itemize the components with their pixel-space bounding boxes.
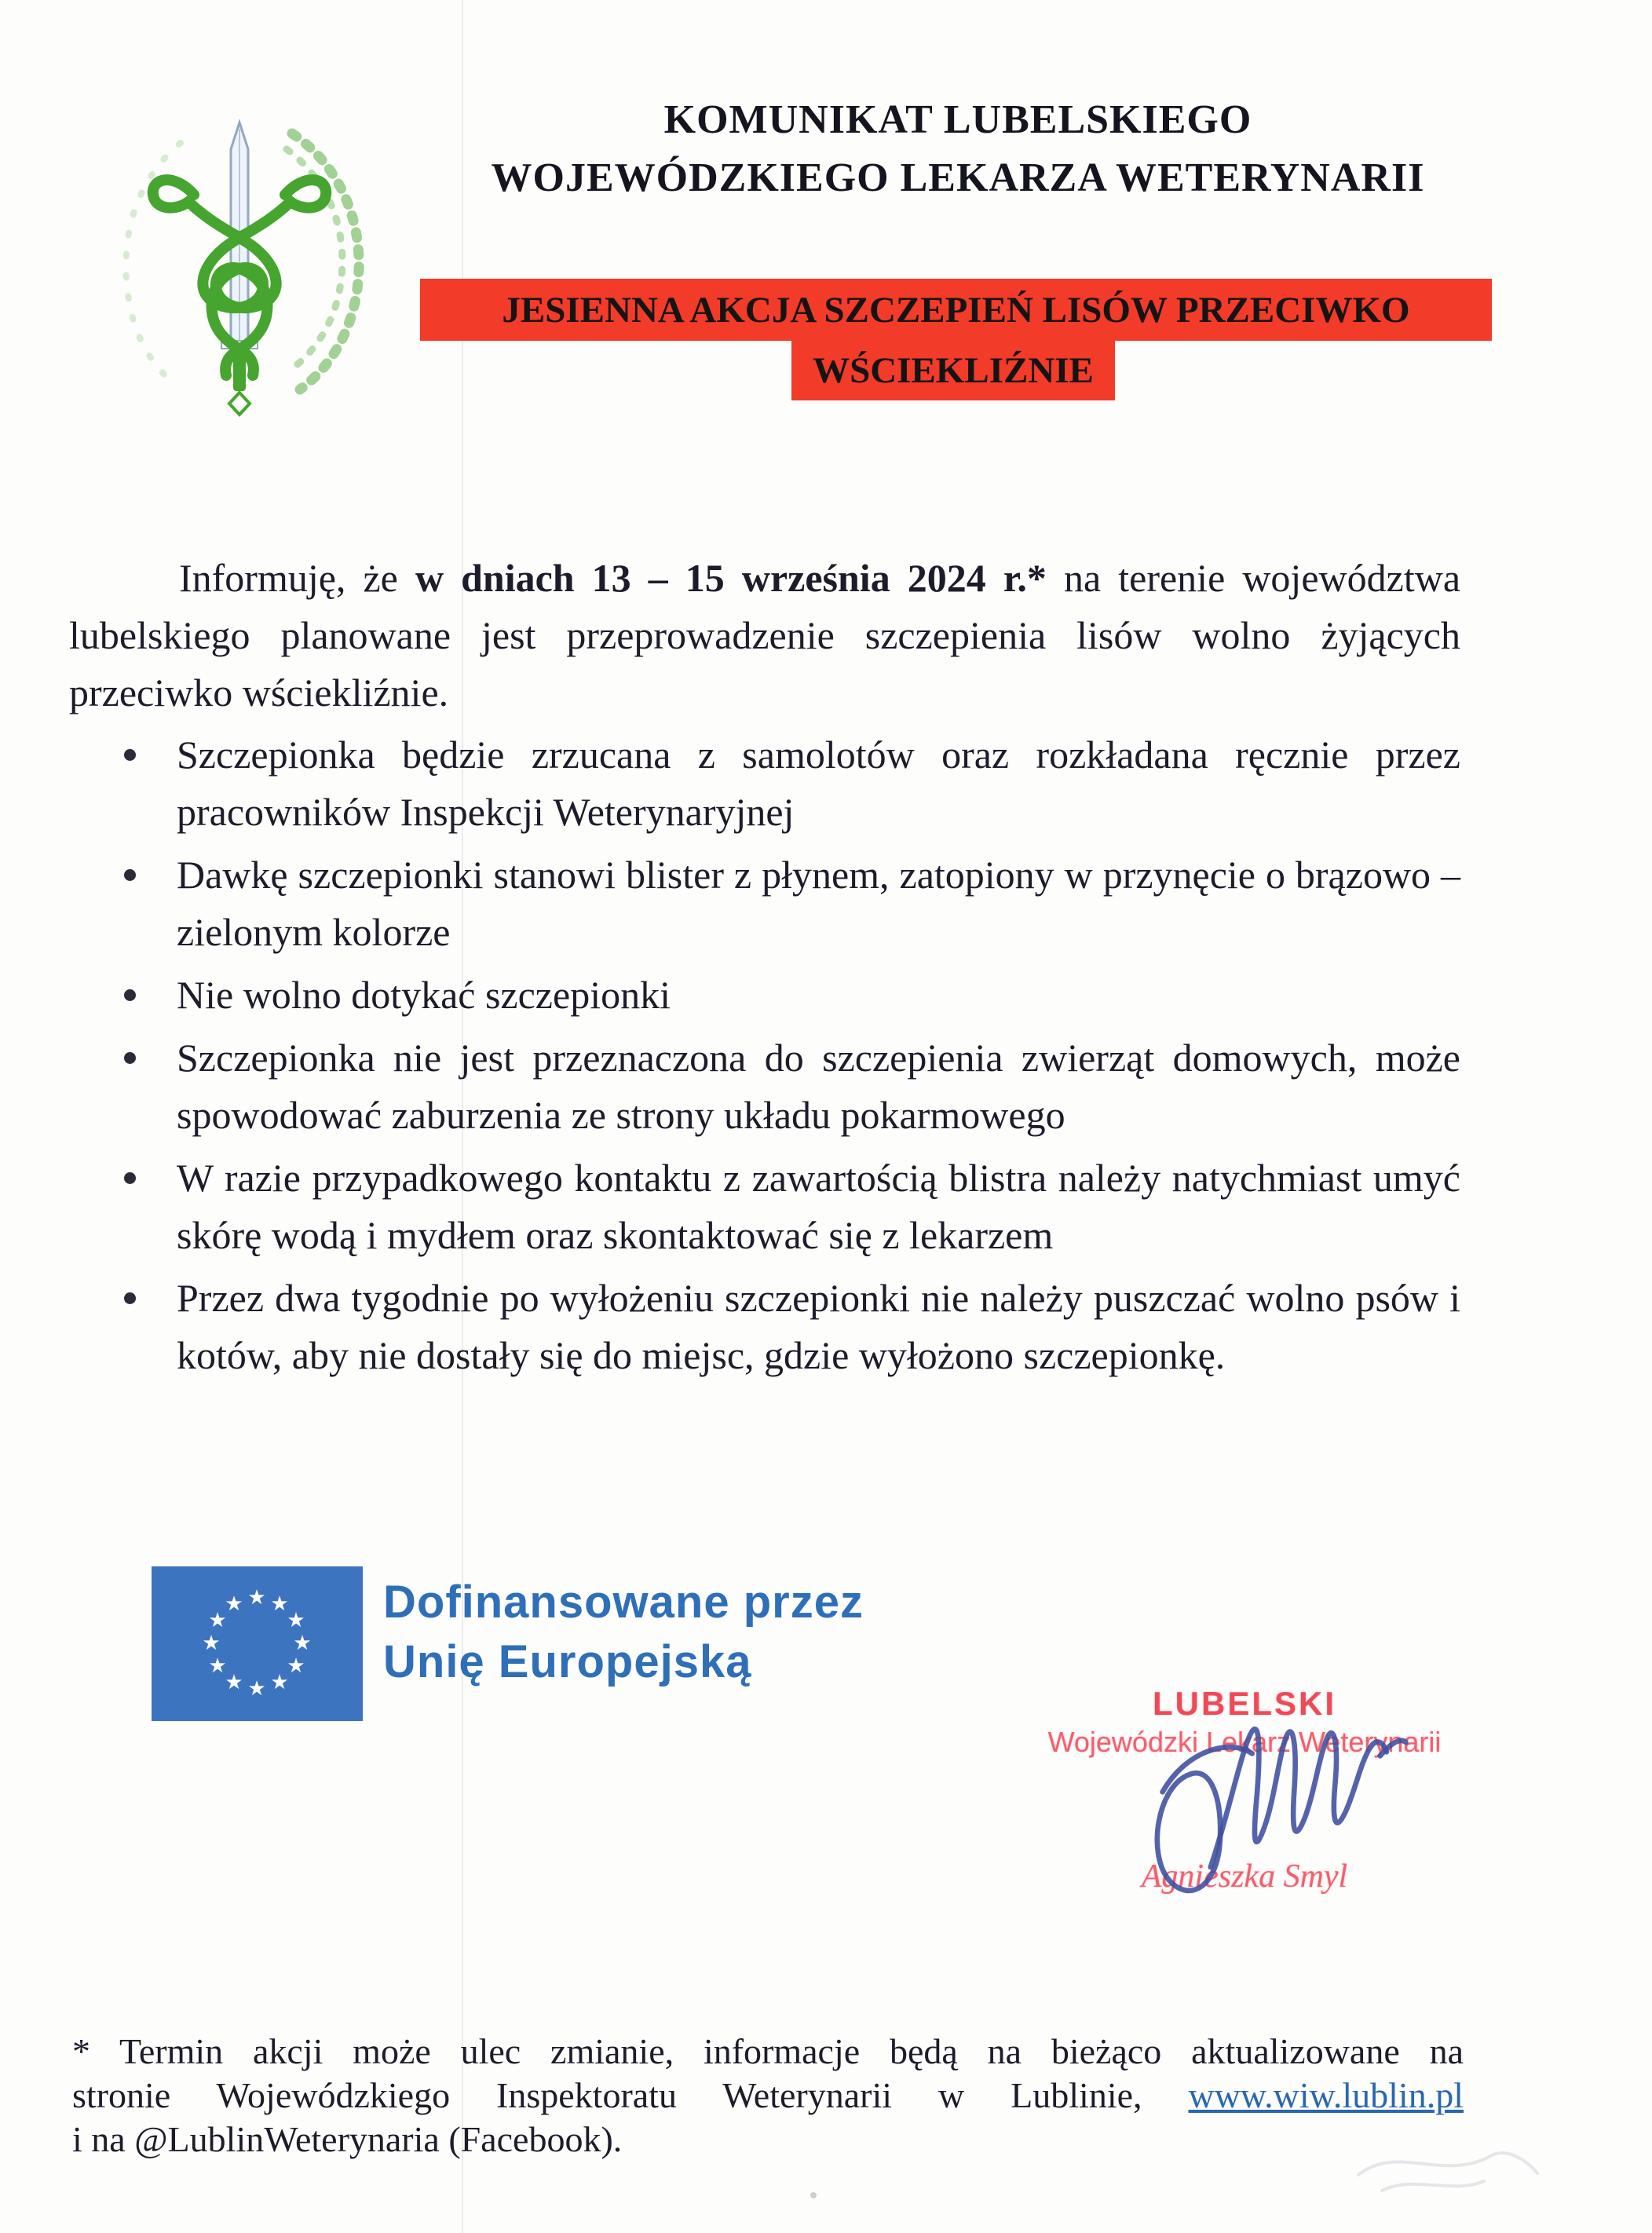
svg-text:★: ★	[270, 1592, 289, 1616]
stamp-signer-name: Agnieszka Smyl	[1141, 1858, 1348, 1895]
svg-text:★: ★	[247, 1586, 266, 1610]
eu-funding-label	[383, 1573, 864, 1692]
bullet-item: Szczepionka nie jest przeznaczona do szczepienia zwierząt domowych, może spowodować zaburzenia ze strony układu pokarmowego	[69, 1029, 1460, 1144]
bullet-item: Dawkę szczepionki stanowi blister z płynem, zatopiony w przynęcie o brązowo – zielonym kolorze	[69, 846, 1460, 961]
bullet-item: Nie wolno dotykać szczepionki	[69, 967, 1460, 1024]
banner-line2-text: WŚCIEKLIŹNIE	[813, 350, 1094, 391]
svg-text:★: ★	[287, 1609, 305, 1632]
intro-lead: Informuję, że	[179, 556, 398, 600]
page-title	[424, 91, 1492, 207]
body-text	[69, 550, 1460, 1390]
svg-text:★: ★	[270, 1671, 289, 1694]
stamp-region: LUBELSKI	[1153, 1685, 1336, 1722]
intro-paragraph	[69, 550, 1460, 722]
handwritten-signature	[1115, 1696, 1413, 1908]
footnote-line1: * Termin akcji może ulec zmianie, informacje będą na bieżąco aktualizowane na	[72, 2031, 1464, 2071]
footnote-line2: stronie Wojewódzkiego Inspektoratu Weterynarii w Lublinie, www.wiw.lublin.pl	[72, 2075, 1464, 2115]
page-title-line1: KOMUNIKAT LUBELSKIEGO	[663, 97, 1252, 142]
eu-funding-label-line2: Unię Europejską	[383, 1636, 752, 1687]
svg-text:★: ★	[287, 1654, 305, 1678]
page-title-line2: WOJEWÓDZKIEGO LEKARZA WETERYNARII	[491, 155, 1425, 200]
website-link[interactable]: www.wiw.lublin.pl	[1188, 2075, 1464, 2115]
svg-text:★: ★	[208, 1609, 227, 1632]
eu-funding-label-line1: Dofinansowane przez	[383, 1577, 864, 1628]
svg-text:★: ★	[208, 1654, 227, 1678]
svg-text:★: ★	[247, 1677, 266, 1701]
scan-speck	[810, 2192, 817, 2198]
scan-smudge	[1350, 2128, 1547, 2206]
intro-dates-bold: w dniach 13 – 15 września 2024 r.*	[415, 556, 1047, 600]
stamp-office: Wojewódzki Lekarz Weterynarii	[1047, 1726, 1442, 1758]
svg-text:★: ★	[293, 1632, 312, 1655]
eu-flag-icon	[152, 1566, 363, 1721]
svg-text:★: ★	[225, 1592, 243, 1616]
svg-text:★: ★	[225, 1671, 243, 1694]
intro-rest: na terenie województwa lubelskiego planowane jest przeprowadzenie szczepienia lisów wolno żyjących przeciwko wściekliźnie.	[69, 556, 1461, 714]
veterinary-caduceus-logo	[86, 110, 393, 424]
footnote	[72, 2030, 1464, 2162]
banner-line2	[791, 341, 1115, 400]
banner-line1	[420, 279, 1492, 341]
bullet-item: W razie przypadkowego kontaktu z zawartością blistra należy natychmiast umyć skórę wodą i mydłem oraz skontaktować się z lekarzem	[69, 1149, 1460, 1264]
svg-text:★: ★	[202, 1632, 221, 1655]
bullet-list	[69, 726, 1460, 1384]
footnote-line3: i na @LublinWeterynaria (Facebook).	[72, 2119, 623, 2159]
bullet-item: Szczepionka będzie zrzucana z samolotów oraz rozkładana ręcznie przez pracowników Inspekcji Weterynaryjnej	[69, 726, 1460, 841]
bullet-item: Przez dwa tygodnie po wyłożeniu szczepionki nie należy puszczać wolno psów i kotów, aby nie dostały się do miejsc, gdzie wyłożono szczepionkę.	[69, 1270, 1460, 1384]
banner-line1-text: JESIENNA AKCJA SZCZEPIEŃ LISÓW PRZECIWKO	[502, 289, 1410, 331]
